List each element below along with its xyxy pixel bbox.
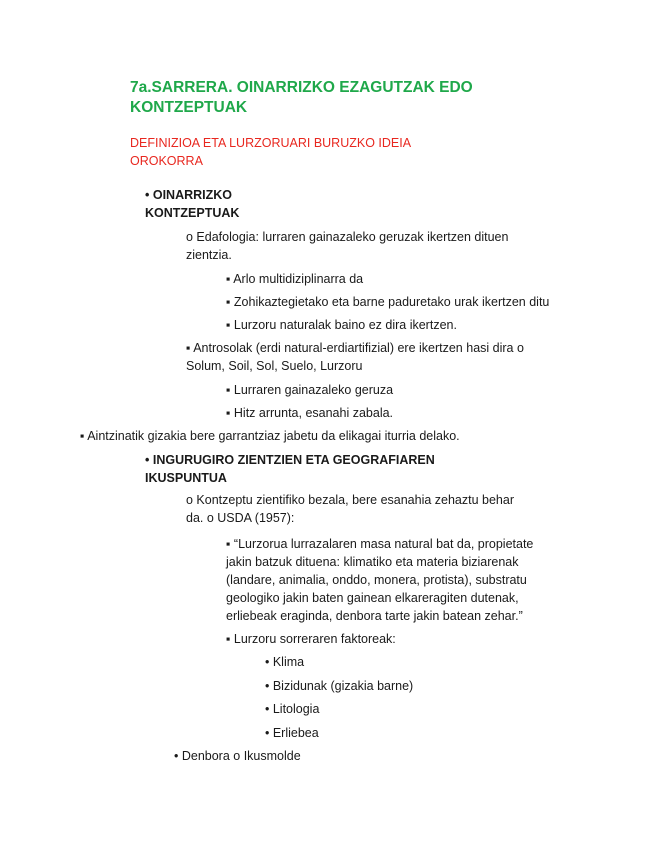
antrosolak-line-1: ▪ Antrosolak (erdi natural-erdiartifizial) ere ikertzen hasi dira o: [186, 341, 524, 355]
factor-item: • Bizidunak (gizakia barne): [265, 679, 414, 693]
aintzinatik-line: ▪ Aintzinatik gizakia bere garrantziaz jabetu da elikagai iturria delako.: [80, 429, 460, 443]
kontzeptu-line-2: da. o USDA (1957):: [186, 511, 295, 525]
usda-quote-line-1: ▪ “Lurzorua lurrazalaren masa natural bat da, propietate: [226, 537, 534, 551]
antrosolak-line-2: Solum, Soil, Sol, Suelo, Lurzoru: [186, 359, 363, 373]
usda-quote-line-5: erliebeak eraginda, denbora tarte jakin batean zehar.”: [226, 609, 523, 623]
subtitle-line-2: OROKORRA: [130, 154, 203, 168]
list-item: ▪ Arlo multidiziplinarra da: [226, 272, 364, 286]
section1-heading-line-1: • OINARRIZKO: [145, 188, 233, 202]
kontzeptu-line-1: o Kontzeptu zientifiko bezala, bere esanahia zehaztu behar: [186, 493, 515, 507]
usda-quote-line-4: geologiko jakin baten gainean elkareragiten dutenak,: [226, 591, 519, 605]
section1-heading-line-2: KONTZEPTUAK: [145, 206, 240, 220]
edafologia-definition-line-1: o Edafologia: lurraren gainazaleko geruzak ikertzen dituen: [186, 230, 509, 244]
page-title-line-2: KONTZEPTUAK: [130, 99, 248, 116]
section2-heading-line-1: • INGURUGIRO ZIENTZIEN ETA GEOGRAFIAREN: [145, 453, 435, 467]
factor-item: • Litologia: [265, 702, 320, 716]
usda-quote-line-2: jakin batzuk dituena: klimatiko eta materia biziarenak: [226, 555, 519, 569]
denbora-line: • Denbora o Ikusmolde: [174, 749, 301, 763]
list-item: ▪ Lurraren gainazaleko geruza: [226, 383, 394, 397]
list-item: ▪ Lurzoru naturalak baino ez dira ikertzen.: [226, 318, 457, 332]
subtitle-line-1: DEFINIZIOA ETA LURZORUARI BURUZKO IDEIA: [130, 136, 412, 150]
list-item: ▪ Hitz arrunta, esanahi zabala.: [226, 406, 394, 420]
factor-item: • Erliebea: [265, 726, 319, 740]
section2-heading-line-2: IKUSPUNTUA: [145, 471, 227, 485]
page-title-line-1: 7a.SARRERA. OINARRIZKO EZAGUTZAK EDO: [130, 79, 473, 96]
list-item: ▪ Zohikaztegietako eta barne paduretako urak ikertzen ditu: [226, 295, 550, 309]
faktoreak-heading: ▪ Lurzoru sorreraren faktoreak:: [226, 632, 396, 646]
edafologia-definition-line-2: zientzia.: [186, 248, 232, 262]
factor-item: • Klima: [265, 655, 305, 669]
usda-quote-line-3: (landare, animalia, onddo, monera, protista), substratu: [226, 573, 527, 587]
